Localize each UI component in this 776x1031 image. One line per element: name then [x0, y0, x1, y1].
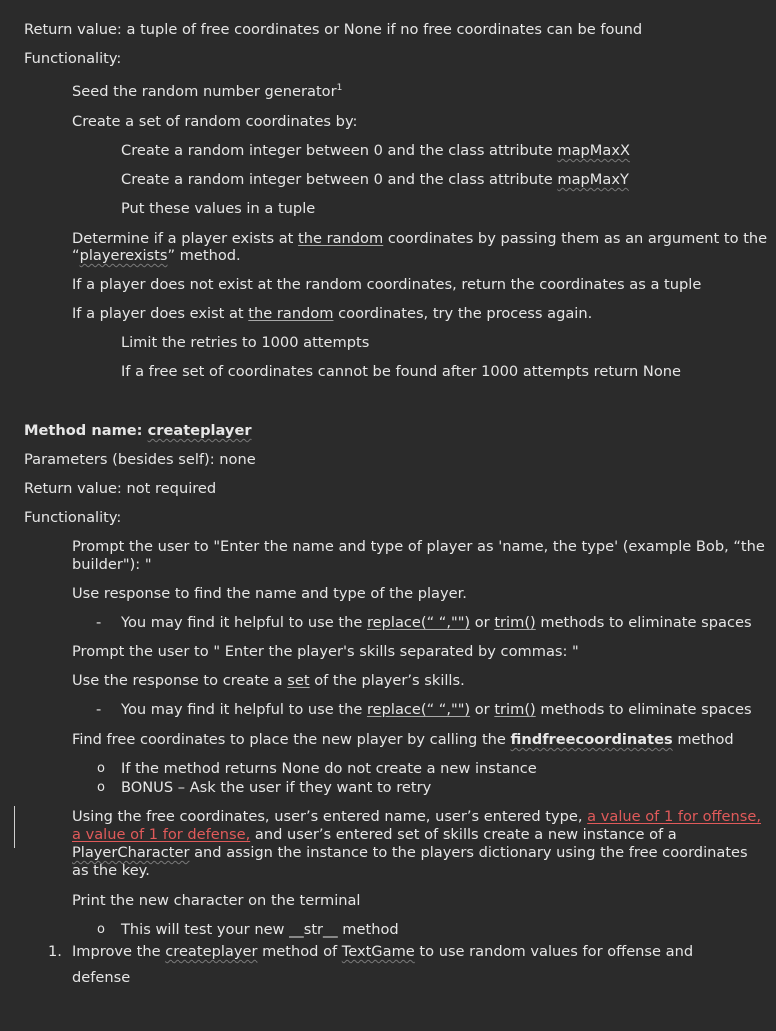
method-name-heading: Method name: createplayer	[24, 422, 252, 439]
dash-marker: -	[96, 701, 102, 718]
bullet-marker: o	[97, 761, 105, 776]
tuple-line: Put these values in a tuple	[121, 200, 316, 217]
footnote-marker[interactable]: 1	[336, 83, 343, 94]
if-none-line: If the method returns None do not create a new instance	[121, 760, 537, 777]
test-str-line: This will test your new __str__ method	[121, 921, 399, 938]
limit-line: Limit the retries to 1000 attempts	[121, 334, 370, 351]
prompt1-line-2: builder"): "	[72, 556, 152, 573]
functionality-label-2: Functionality:	[24, 509, 122, 526]
using-line-1: Using the free coordinates, user’s entered name, user’s entered type, a value of 1 for offense,	[72, 808, 762, 825]
bullet-marker: o	[97, 780, 105, 795]
find-free-line: Find free coordinates to place the new player by calling the findfreecoordinates method	[72, 731, 734, 748]
create-set-line: Create a set of random coordinates by:	[72, 113, 358, 130]
seed-line: Seed the random number generator$^1$	[72, 83, 343, 100]
improve-line-1: Improve the createplayer method of TextGame to use random values for offense and	[72, 943, 694, 960]
functionality-label: Functionality:	[24, 50, 122, 67]
using-line-3: PlayerCharacter and assign the instance to the players dictionary using the free coordinates	[72, 844, 748, 861]
hint-line-1: You may find it helpful to use the replace(“ “,"") or trim() methods to eliminate spaces	[121, 614, 752, 631]
improve-line-2: defense	[72, 969, 131, 986]
dash-marker: -	[96, 614, 102, 631]
use-response-set-line: Use the response to create a set of the player’s skills.	[72, 672, 465, 689]
prompt2-line: Prompt the user to " Enter the player's skills separated by commas: "	[72, 643, 579, 660]
determine-line-1: Determine if a player exists at the random coordinates by passing them as an argument to the	[72, 230, 768, 247]
return-value-line-2: Return value: not required	[24, 480, 217, 497]
params-line: Parameters (besides self): none	[24, 451, 256, 468]
not-exist-line: If a player does not exist at the random coordinates, return the coordinates as a tuple	[72, 276, 702, 293]
use-response-name-line: Use response to find the name and type of the player.	[72, 585, 467, 602]
rand-x-line: Create a random integer between 0 and the class attribute mapMaxX	[121, 142, 630, 159]
does-exist-line: If a player does exist at the random coordinates, try the process again.	[72, 305, 593, 322]
using-line-4: as the key.	[72, 862, 150, 879]
list-number: 1.	[48, 943, 62, 960]
determine-line-2: “playerexists” method.	[72, 247, 241, 264]
prompt1-line-1: Prompt the user to "Enter the name and type of player as 'name, the type' (example Bob, “the	[72, 538, 765, 555]
print-new-line: Print the new character on the terminal	[72, 892, 361, 909]
rand-y-line: Create a random integer between 0 and the class attribute mapMaxY	[121, 171, 629, 188]
bullet-marker: o	[97, 922, 105, 937]
change-bar	[14, 806, 15, 848]
bonus-line: BONUS – Ask the user if they want to retry	[121, 779, 432, 796]
return-value-line: Return value: a tuple of free coordinates or None if no free coordinates can be found	[24, 21, 643, 38]
hint-line-2: You may find it helpful to use the replace(“ “,"") or trim() methods to eliminate spaces	[121, 701, 752, 718]
using-line-2: a value of 1 for defense, and user’s entered set of skills create a new instance of a	[72, 826, 677, 843]
if-free-line: If a free set of coordinates cannot be found after 1000 attempts return None	[121, 363, 681, 380]
